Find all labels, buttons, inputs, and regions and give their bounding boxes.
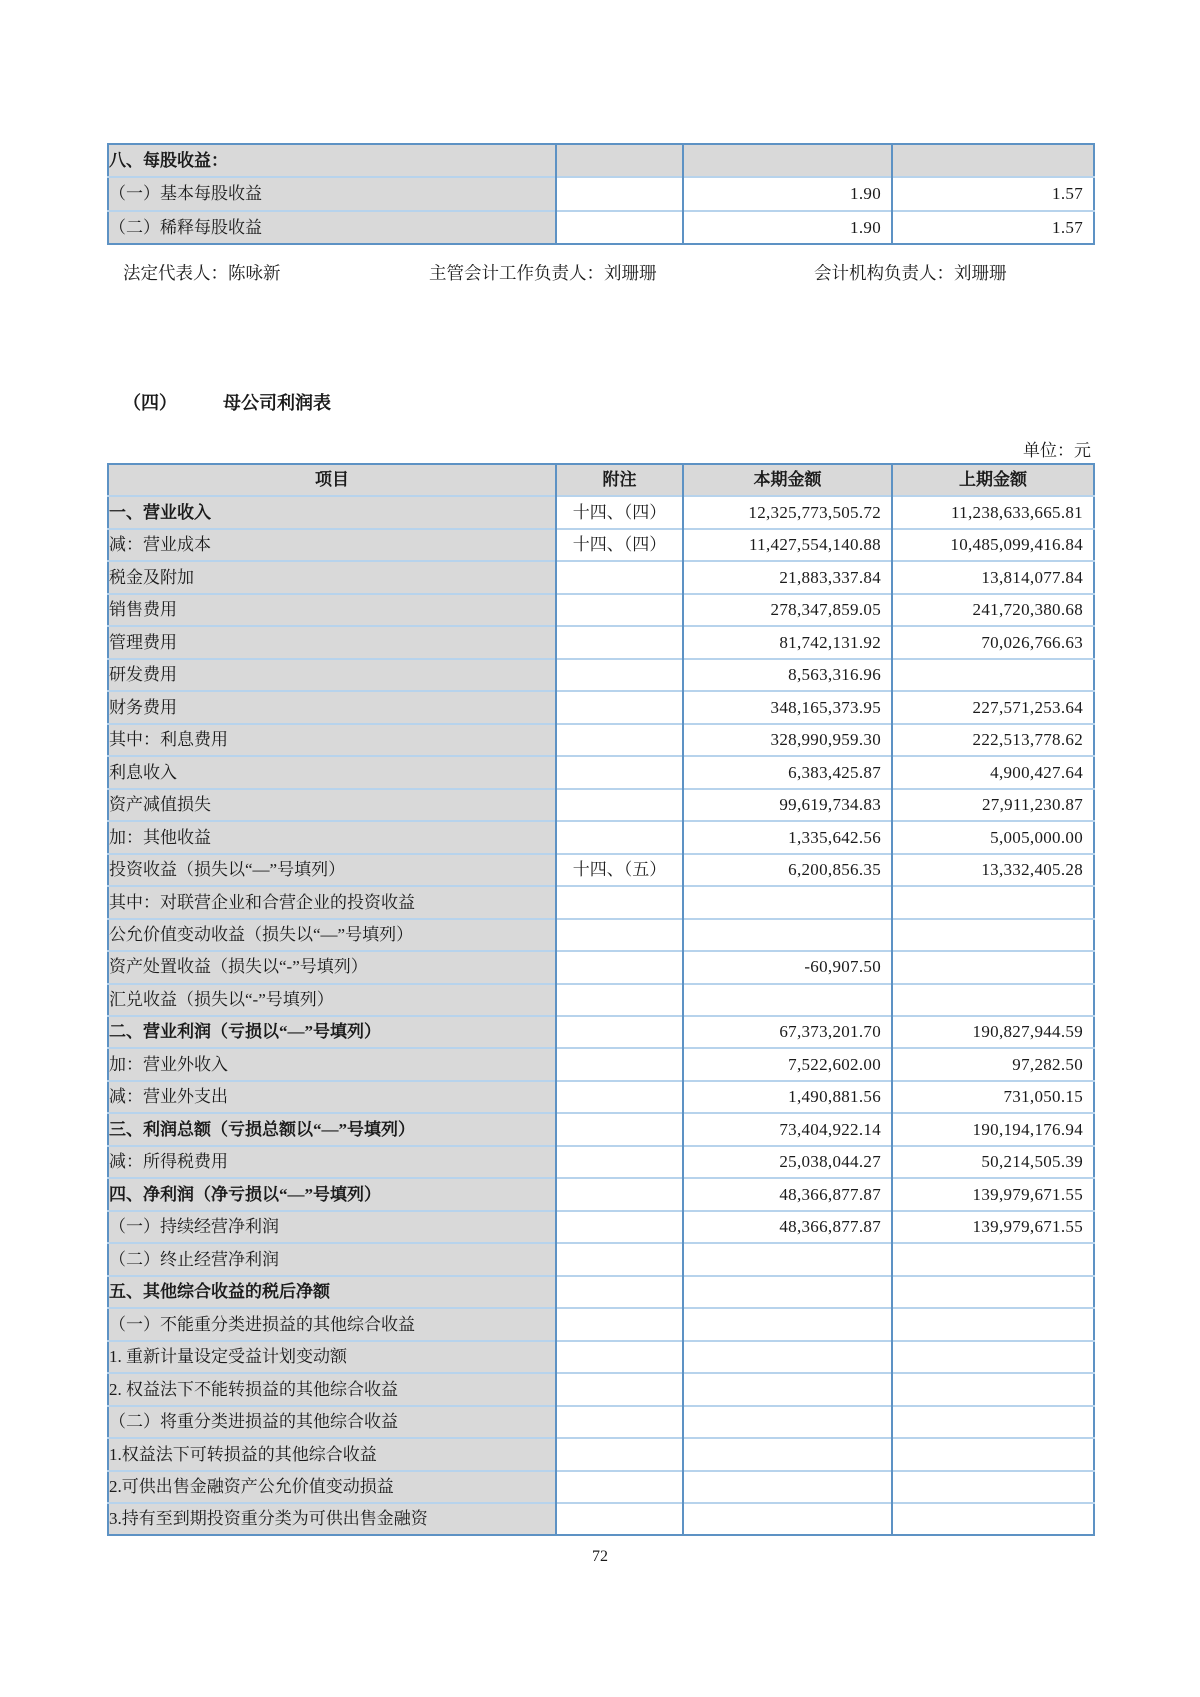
note-cell <box>556 561 683 593</box>
table-row <box>108 756 1094 788</box>
row-label-cell: 加：营业外收入 <box>108 1048 556 1080</box>
row-label-cell: 1.权益法下可转损益的其他综合收益 <box>108 1438 556 1470</box>
current-amount-cell: 25,038,044.27 <box>683 1146 892 1178</box>
previous-amount-cell: 222,513,778.62 <box>892 724 1094 756</box>
current-amount-cell: 6,383,425.87 <box>683 756 892 788</box>
previous-amount-cell: 50,214,505.39 <box>892 1146 1094 1178</box>
current-amount-cell <box>683 1471 892 1503</box>
current-amount-cell: 7,522,602.00 <box>683 1048 892 1080</box>
previous-amount-cell: 241,720,380.68 <box>892 594 1094 626</box>
row-label-cell: 1. 重新计量设定受益计划变动额 <box>108 1341 556 1373</box>
current-amount-cell <box>683 1406 892 1438</box>
table-row <box>108 691 1094 723</box>
column-header: 上期金额 <box>892 464 1094 496</box>
table-row <box>108 1308 1094 1340</box>
previous-amount-cell <box>892 951 1094 983</box>
current-amount-cell: 48,366,877.87 <box>683 1178 892 1210</box>
row-label-cell: 2. 权益法下不能转损益的其他综合收益 <box>108 1373 556 1405</box>
table-row <box>108 211 1094 244</box>
row-label-cell: 一、营业收入 <box>108 496 556 528</box>
previous-amount-cell: 4,900,427.64 <box>892 756 1094 788</box>
current-amount-cell: 1,335,642.56 <box>683 821 892 853</box>
previous-amount-cell <box>892 1503 1094 1535</box>
current-amount-cell: 348,165,373.95 <box>683 691 892 723</box>
row-label-cell: 研发费用 <box>108 659 556 691</box>
table-row <box>108 886 1094 918</box>
current-amount-cell: 21,883,337.84 <box>683 561 892 593</box>
table-row <box>108 1211 1094 1243</box>
table-row <box>108 1146 1094 1178</box>
table-row <box>108 1113 1094 1145</box>
table-row <box>108 1503 1094 1535</box>
note-cell: 十四、（四） <box>556 496 683 528</box>
table-row <box>108 854 1094 886</box>
row-label-cell: 其中：利息费用 <box>108 724 556 756</box>
previous-amount-cell: 70,026,766.63 <box>892 626 1094 658</box>
previous-amount-cell <box>892 1438 1094 1470</box>
row-label-cell: 管理费用 <box>108 626 556 658</box>
note-cell <box>556 594 683 626</box>
current-amount-cell <box>683 1438 892 1470</box>
note-cell <box>556 626 683 658</box>
table-row <box>108 984 1094 1016</box>
section-heading <box>123 389 331 415</box>
eps-table-body <box>108 144 1094 244</box>
previous-amount-cell <box>892 1373 1094 1405</box>
note-cell <box>556 821 683 853</box>
column-header: 本期金额 <box>683 464 892 496</box>
note-cell <box>556 1081 683 1113</box>
note-cell <box>556 1016 683 1048</box>
table-row <box>108 1178 1094 1210</box>
current-amount-cell: 48,366,877.87 <box>683 1211 892 1243</box>
section-title: 母公司利润表 <box>223 393 331 413</box>
table-row <box>108 789 1094 821</box>
empty-cell <box>892 144 1094 177</box>
accounting-org-head: 会计机构负责人：刘珊珊 <box>814 263 1007 283</box>
table-row <box>108 529 1094 561</box>
table-row <box>108 594 1094 626</box>
note-cell <box>556 1113 683 1145</box>
row-label-cell: 四、净利润（净亏损以“—”号填列） <box>108 1178 556 1210</box>
current-amount-cell: 328,990,959.30 <box>683 724 892 756</box>
note-cell <box>556 1308 683 1340</box>
note-cell <box>556 177 683 210</box>
row-label-cell: 销售费用 <box>108 594 556 626</box>
empty-cell <box>556 144 683 177</box>
table-row <box>108 1438 1094 1470</box>
current-amount-cell: 67,373,201.70 <box>683 1016 892 1048</box>
current-amount-cell <box>683 919 892 951</box>
current-amount-cell <box>683 1373 892 1405</box>
table-row <box>108 1373 1094 1405</box>
current-amount-cell: 81,742,131.92 <box>683 626 892 658</box>
previous-amount-cell: 731,050.15 <box>892 1081 1094 1113</box>
row-label-cell: （一）持续经营净利润 <box>108 1211 556 1243</box>
eps-table <box>107 143 1095 245</box>
row-label-cell: 汇兑收益（损失以“-”号填列） <box>108 984 556 1016</box>
previous-amount-cell: 190,194,176.94 <box>892 1113 1094 1145</box>
table-row <box>108 1243 1094 1275</box>
row-label-cell: 二、营业利润（亏损以“—”号填列） <box>108 1016 556 1048</box>
row-label-cell: 五、其他综合收益的税后净额 <box>108 1276 556 1308</box>
current-amount-cell: 73,404,922.14 <box>683 1113 892 1145</box>
row-label-cell: 公允价值变动收益（损失以“—”号填列） <box>108 919 556 951</box>
current-amount-cell <box>683 1276 892 1308</box>
previous-amount-cell <box>892 1341 1094 1373</box>
current-amount-cell: -60,907.50 <box>683 951 892 983</box>
table-row <box>108 1016 1094 1048</box>
note-cell <box>556 756 683 788</box>
note-cell <box>556 1048 683 1080</box>
row-label-cell: 减：营业外支出 <box>108 1081 556 1113</box>
note-cell <box>556 886 683 918</box>
table-row <box>108 724 1094 756</box>
current-amount-cell: 1.90 <box>683 177 892 210</box>
note-cell <box>556 1373 683 1405</box>
previous-amount-cell: 27,911,230.87 <box>892 789 1094 821</box>
note-cell <box>556 1341 683 1373</box>
row-label-cell: 其中：对联营企业和合营企业的投资收益 <box>108 886 556 918</box>
previous-amount-cell: 5,005,000.00 <box>892 821 1094 853</box>
current-amount-cell <box>683 1308 892 1340</box>
previous-amount-cell: 139,979,671.55 <box>892 1211 1094 1243</box>
signature-line <box>0 260 1200 284</box>
current-amount-cell: 12,325,773,505.72 <box>683 496 892 528</box>
table-row <box>108 561 1094 593</box>
row-label-cell: 2.可供出售金融资产公允价值变动损益 <box>108 1471 556 1503</box>
note-cell <box>556 1503 683 1535</box>
empty-cell <box>683 144 892 177</box>
table-row <box>108 821 1094 853</box>
column-header: 项目 <box>108 464 556 496</box>
previous-amount-cell: 190,827,944.59 <box>892 1016 1094 1048</box>
previous-amount-cell: 13,332,405.28 <box>892 854 1094 886</box>
note-cell <box>556 919 683 951</box>
previous-amount-cell <box>892 1276 1094 1308</box>
note-cell <box>556 1243 683 1275</box>
table-row <box>108 1048 1094 1080</box>
current-amount-cell <box>683 984 892 1016</box>
table-row <box>108 919 1094 951</box>
table-row <box>108 1406 1094 1438</box>
current-amount-cell <box>683 886 892 918</box>
current-amount-cell <box>683 1243 892 1275</box>
table-row <box>108 1276 1094 1308</box>
note-cell <box>556 984 683 1016</box>
note-cell <box>556 1276 683 1308</box>
note-cell <box>556 691 683 723</box>
row-label-cell: 减：营业成本 <box>108 529 556 561</box>
previous-amount-cell: 11,238,633,665.81 <box>892 496 1094 528</box>
previous-amount-cell <box>892 919 1094 951</box>
row-label-cell: 加：其他收益 <box>108 821 556 853</box>
table-row <box>108 496 1094 528</box>
previous-amount-cell <box>892 1308 1094 1340</box>
previous-amount-cell: 13,814,077.84 <box>892 561 1094 593</box>
note-cell <box>556 1406 683 1438</box>
income-table-body <box>108 464 1094 1535</box>
row-label-cell: 财务费用 <box>108 691 556 723</box>
current-amount-cell: 1,490,881.56 <box>683 1081 892 1113</box>
row-label-cell: 资产减值损失 <box>108 789 556 821</box>
previous-amount-cell: 1.57 <box>892 211 1094 244</box>
column-header: 附注 <box>556 464 683 496</box>
previous-amount-cell: 227,571,253.64 <box>892 691 1094 723</box>
row-label-cell: 三、利润总额（亏损总额以“—”号填列） <box>108 1113 556 1145</box>
note-cell <box>556 951 683 983</box>
current-amount-cell: 6,200,856.35 <box>683 854 892 886</box>
previous-amount-cell <box>892 659 1094 691</box>
row-label-cell: （二）稀释每股收益 <box>108 211 556 244</box>
previous-amount-cell <box>892 1471 1094 1503</box>
legal-representative: 法定代表人：陈咏新 <box>123 263 281 283</box>
unit-label: 单位：元 <box>1023 441 1091 460</box>
note-cell <box>556 1146 683 1178</box>
note-cell <box>556 1471 683 1503</box>
current-amount-cell <box>683 1503 892 1535</box>
current-amount-cell: 1.90 <box>683 211 892 244</box>
page-number: 72 <box>592 1548 608 1565</box>
current-amount-cell <box>683 1341 892 1373</box>
previous-amount-cell <box>892 1243 1094 1275</box>
note-cell <box>556 1178 683 1210</box>
row-label-cell: 3.持有至到期投资重分类为可供出售金融资 <box>108 1503 556 1535</box>
previous-amount-cell <box>892 1406 1094 1438</box>
table-row <box>108 951 1094 983</box>
table-row <box>108 626 1094 658</box>
accounting-chief: 主管会计工作负责人：刘珊珊 <box>429 263 657 283</box>
previous-amount-cell: 10,485,099,416.84 <box>892 529 1094 561</box>
row-label-cell: （一）基本每股收益 <box>108 177 556 210</box>
previous-amount-cell <box>892 886 1094 918</box>
note-cell <box>556 789 683 821</box>
note-cell <box>556 1211 683 1243</box>
note-cell <box>556 724 683 756</box>
previous-amount-cell: 139,979,671.55 <box>892 1178 1094 1210</box>
row-label-cell: 税金及附加 <box>108 561 556 593</box>
section-index: （四） <box>123 393 177 413</box>
row-label-cell: 减：所得税费用 <box>108 1146 556 1178</box>
note-cell <box>556 211 683 244</box>
table-row <box>108 1341 1094 1373</box>
previous-amount-cell: 97,282.50 <box>892 1048 1094 1080</box>
table-row <box>108 659 1094 691</box>
current-amount-cell: 11,427,554,140.88 <box>683 529 892 561</box>
previous-amount-cell <box>892 984 1094 1016</box>
column-header-row <box>108 464 1094 496</box>
note-cell <box>556 659 683 691</box>
current-amount-cell: 99,619,734.83 <box>683 789 892 821</box>
income-statement-table <box>107 463 1095 1536</box>
table-row <box>108 1471 1094 1503</box>
eps-header-row <box>108 144 1094 177</box>
row-label-cell: 投资收益（损失以“—”号填列） <box>108 854 556 886</box>
row-label-cell: （二）终止经营净利润 <box>108 1243 556 1275</box>
row-label-cell: （二）将重分类进损益的其他综合收益 <box>108 1406 556 1438</box>
previous-amount-cell: 1.57 <box>892 177 1094 210</box>
row-label-cell: （一）不能重分类进损益的其他综合收益 <box>108 1308 556 1340</box>
note-cell: 十四、（四） <box>556 529 683 561</box>
note-cell <box>556 1438 683 1470</box>
table-row <box>108 177 1094 210</box>
row-label-cell: 利息收入 <box>108 756 556 788</box>
current-amount-cell: 8,563,316.96 <box>683 659 892 691</box>
table-row <box>108 1081 1094 1113</box>
current-amount-cell: 278,347,859.05 <box>683 594 892 626</box>
row-label-cell: 资产处置收益（损失以“-”号填列） <box>108 951 556 983</box>
note-cell: 十四、（五） <box>556 854 683 886</box>
eps-section-header-cell: 八、每股收益： <box>108 144 556 177</box>
